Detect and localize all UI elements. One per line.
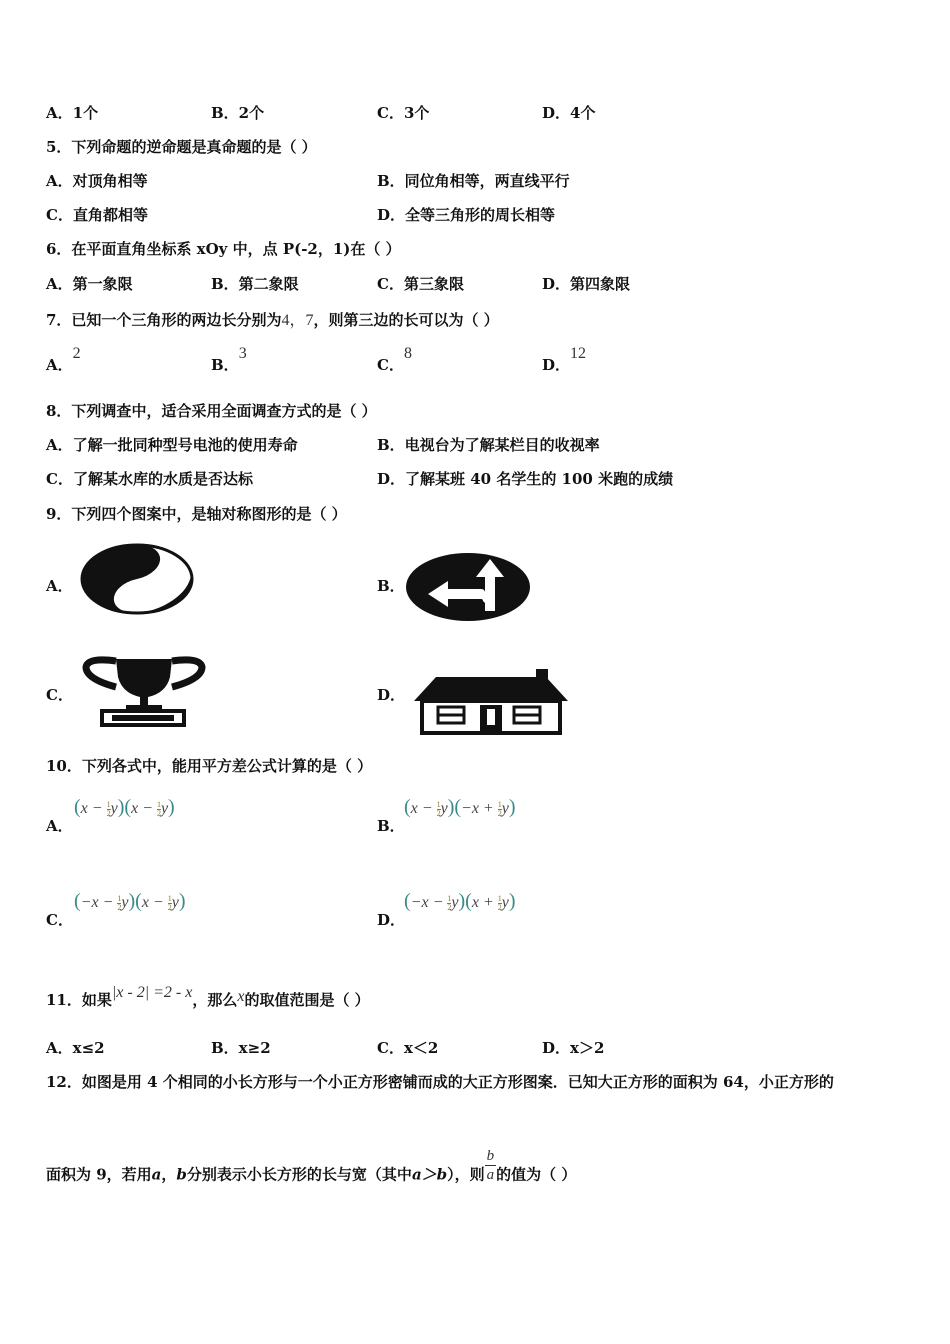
q11-option-b: B．x≥2 (211, 1039, 271, 1057)
q7-option-b: B．3 (211, 345, 247, 374)
q7-stem-pre: 7．已知一个三角形的两边长分别为 (46, 311, 282, 329)
q11-stem (46, 984, 370, 1010)
q7-option-c-value: 8 (403, 345, 412, 362)
q9-option-d: D． (377, 686, 406, 704)
q7-option-a: A．2 (46, 345, 81, 374)
q7-option-d: D．12 (542, 345, 587, 374)
q11-stem-mid: ，那么 (192, 991, 238, 1009)
q10-option-d: D． (377, 911, 406, 929)
q12-line1: 12．如图是用 4 个相同的小长方形与一个小正方形密铺而成的大正方形图案．已知大正方形的面积为 64，小正方形的 (46, 1073, 834, 1091)
q4-option-a: A．1个 (46, 104, 99, 122)
q11-stem-post: 的取值范围是（ ） (244, 991, 370, 1009)
q10-stem: 10．下列各式中，能用平方差公式计算的是（ ） (46, 757, 373, 775)
q10-option-b: B． (377, 817, 405, 835)
q8-option-c: C．了解某水库的水质是否达标 (46, 470, 253, 488)
yin-yang-icon (80, 543, 196, 615)
q4-option-d: D．4个 (542, 104, 596, 122)
q8-option-d: D．了解某班 40 名学生的 100 米跑的成绩 (377, 470, 674, 488)
q12-var-a: a (151, 1165, 162, 1184)
q8-stem: 8．下列调查中，适合采用全面调查方式的是（ ） (46, 402, 377, 420)
q11-option-d: D．x＞2 (542, 1039, 605, 1057)
q10-option-c-expression: (−x − $\frac{1}{2}$ y)(x − $\frac{1}{2}$ y) (74, 890, 186, 912)
q10-option-a-expression: (x − $\frac{1}{2}$ y)(x − $\frac{1}{2}$ y) (74, 796, 175, 818)
q9-option-b: B． (377, 577, 405, 595)
q7-side1: 4 (281, 312, 290, 329)
q10-option-b-expression: (x − $\frac{1}{2}$ y)(−x + $\frac{1}{2}$ y) (404, 796, 516, 818)
q11-var: x (237, 988, 245, 1005)
q7-option-a-value: 2 (72, 345, 81, 362)
q6-option-b: B．第二象限 (211, 275, 299, 293)
q7-side2: 7 (305, 312, 314, 329)
q5-option-c: C．直角都相等 (46, 206, 148, 224)
q5-option-b: B．同位角相等，两直线平行 (377, 172, 570, 190)
q4-option-c: C．3个 (377, 104, 430, 122)
q11-option-c: C．x＜2 (377, 1039, 439, 1057)
q7-stem (46, 307, 499, 330)
q8-option-a: A．了解一批同种型号电池的使用寿命 (46, 436, 298, 454)
q7-option-c: C．8 (377, 345, 412, 374)
q4-option-b: B．2个 (211, 104, 265, 122)
q6-option-c: C．第三象限 (377, 275, 464, 293)
turn-left-arrow-icon (404, 551, 532, 623)
q10-option-c: C． (46, 911, 73, 929)
q7-option-d-value: 12 (570, 345, 587, 362)
q6-stem: 6．在平面直角坐标系 xOy 中，点 P(-2，1)在（ ） (46, 240, 401, 258)
trophy-icon (82, 655, 206, 727)
q5-option-a: A．对顶角相等 (46, 172, 148, 190)
q12-fraction: $\frac{b}{a}$ (486, 1148, 495, 1183)
q5-stem: 5．下列命题的逆命题是真命题的是（ ） (46, 138, 317, 156)
q10-option-a: A． (46, 817, 73, 835)
q7-stem-post: ，则第三边的长可以为（ ） (313, 311, 499, 329)
q12-condition: a＞b (411, 1165, 448, 1184)
q11-option-a: A．x≤2 (46, 1039, 105, 1057)
q8-option-b: B．电视台为了解某栏目的收视率 (377, 436, 600, 454)
q5-option-d: D．全等三角形的周长相等 (377, 206, 556, 224)
q12-var-b: b (176, 1165, 187, 1184)
q11-stem-pre: 11．如果 (46, 991, 112, 1009)
q6-option-d: D．第四象限 (542, 275, 631, 293)
q7-option-b-value: 3 (238, 345, 247, 362)
q6-option-a: A．第一象限 (46, 275, 133, 293)
q9-option-a: A． (46, 577, 73, 595)
q11-equation: |x - 2| =2 - x (111, 984, 193, 1001)
q10-option-d-expression: (−x − $\frac{1}{2}$ y)(x + $\frac{1}{2}$ y) (404, 890, 516, 912)
q9-option-c: C． (46, 686, 73, 704)
q9-stem: 9．下列四个图案中，是轴对称图形的是（ ） (46, 505, 347, 523)
house-icon (410, 667, 572, 735)
q12-line2: 面积为 9，若用a，b分别表示小长方形的长与宽（其中a＞b），则 $\frac{b}{a}$ 的值为（ ） (46, 1148, 577, 1184)
q7-comma: ， (289, 312, 306, 329)
